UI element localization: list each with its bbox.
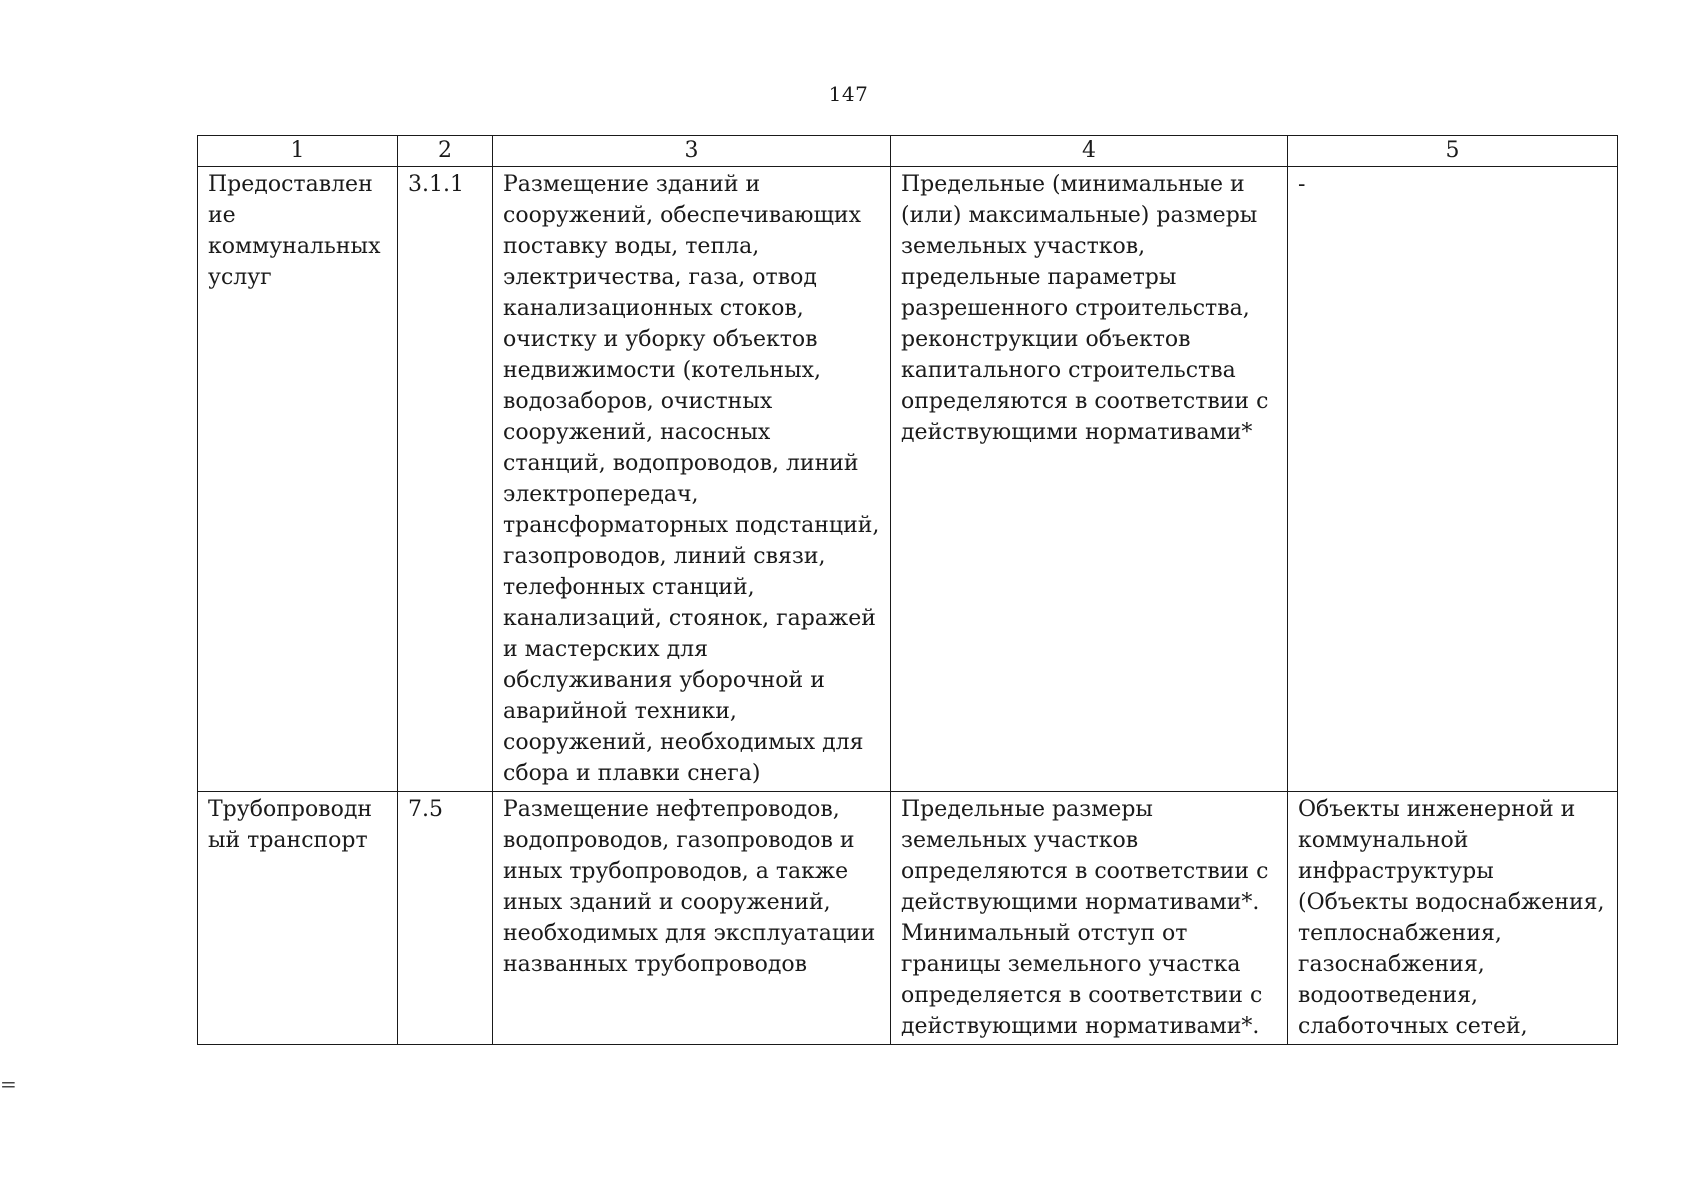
land-use-table <box>197 135 1618 1045</box>
column-header-3: 3 <box>493 136 891 167</box>
auxiliary-uses: Объекты инженерной и коммунальной инфраструктуры (Объекты водоснабжения, теплоснабжения, газоснабжения, водоотведения, слаботочных сетей, <box>1288 792 1618 1045</box>
use-type-description: Размещение нефтепроводов, водопроводов, газопроводов и иных трубопроводов, а также иных зданий и сооружений, необходимых для эксплуатации названных трубопроводов <box>493 792 891 1045</box>
margin-mark: = <box>0 1072 17 1096</box>
column-header-1: 1 <box>198 136 398 167</box>
construction-parameters: Предельные (минимальные и (или) максимальные) размеры земельных участков, предельные параметры разрешенного строительства, реконструкции объектов капитального строительства определяются в соответствии с действующими нормативами* <box>891 167 1288 792</box>
column-header-4: 4 <box>891 136 1288 167</box>
construction-parameters: Предельные размеры земельных участков определяются в соответствии с действующими нормативами*. Минимальный отступ от границы земельного участка определяется в соответствии с действующими нормативами*. <box>891 792 1288 1045</box>
use-type-name: Предоставление коммунальных услуг <box>198 167 398 792</box>
use-type-code: 3.1.1 <box>398 167 493 792</box>
table-header-row <box>198 136 1618 167</box>
column-header-2: 2 <box>398 136 493 167</box>
use-type-code: 7.5 <box>398 792 493 1045</box>
use-type-description: Размещение зданий и сооружений, обеспечивающих поставку воды, тепла, электричества, газа, отвод канализационных стоков, очистку и уборку объектов недвижимости (котельных, водозаборов, очистных сооружений, насосных станций, водопроводов, линий электропередач, трансформаторных подстанций, газопроводов, линий связи, телефонных станций, канализаций, стоянок, гаражей и мастерских для обслуживания уборочной и аварийной техники, сооружений, необходимых для сбора и плавки снега) <box>493 167 891 792</box>
table-row <box>198 792 1618 1045</box>
use-type-name: Трубопроводный транспорт <box>198 792 398 1045</box>
column-header-5: 5 <box>1288 136 1618 167</box>
auxiliary-uses: - <box>1288 167 1618 792</box>
page-number: 147 <box>828 82 869 106</box>
table-row <box>198 167 1618 792</box>
